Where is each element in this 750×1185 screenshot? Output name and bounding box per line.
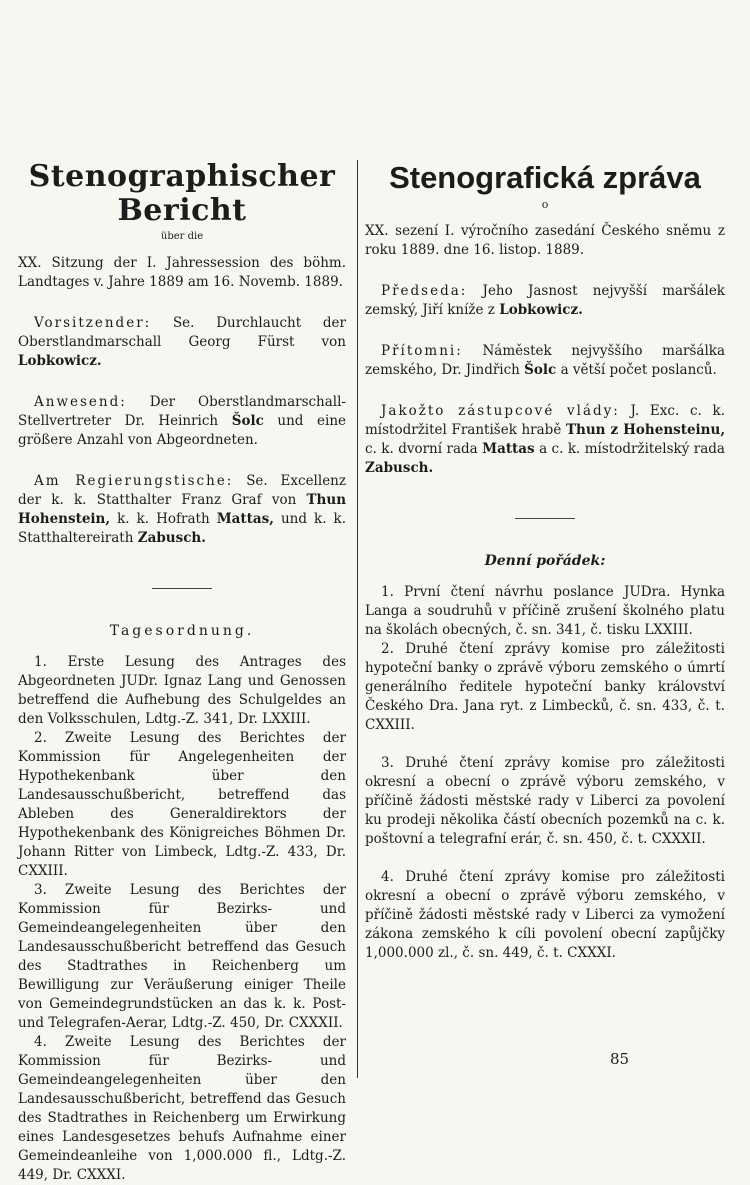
czech-present-label: Přítomni: bbox=[381, 343, 463, 359]
czech-present bbox=[365, 342, 725, 380]
german-session: XX. Sitzung der I. Jahressession des böhm. Landtages v. Jahre 1889 am 16. Novemb. 1889. bbox=[18, 255, 346, 290]
czech-present-name: Šolc bbox=[524, 362, 557, 378]
czech-govt-name-3: Zabusch. bbox=[365, 460, 434, 476]
czech-govt-text-3: a c. k. místodržitelský rada bbox=[539, 441, 725, 457]
czech-govt-text-2: c. k. dvorní rada bbox=[365, 441, 478, 457]
czech-agenda-item-4: 4. Druhé čtení zprávy komise pro záležitosti okresní a obecní o zprávě výboru zemského, v příčině žádosti městské rady v Liberci za vymožení zákona zemského k cíli povolení obecní zapůjčky 1,000.000 zl., č. sn. 449, č. t. CXXXI. bbox=[365, 869, 725, 961]
german-govt-name-2: Mattas, bbox=[216, 511, 274, 527]
czech-chair-label: Předseda: bbox=[381, 283, 468, 299]
czech-present-text-2: a větší počet poslanců. bbox=[560, 362, 717, 378]
german-agenda-item-3: 3. Zweite Lesung des Berichtes der Kommission für Bezirks- und Gemeindeangelegenheiten über den Landesausschußbericht betreffend das Gesuch des Stadtrathes in Reichenberg um Bewilligung zur Veräußerung einiger Theile von Gemeindegrundstücken an das k. k. Post- und Telegrafen-Aerar, Ldtg.-Z. 450, Dr. CXXXII. bbox=[18, 882, 346, 1031]
german-agenda-list bbox=[18, 653, 346, 1185]
german-agenda-item-1: 1. Erste Lesung des Antrages des Abgeordneten JUDr. Ignaz Lang und Genossen betreffend die Aufhebung des Schulgeldes an den Volksschulen, Ldtg.-Z. 341, Dr. LXXIII. bbox=[18, 654, 346, 727]
german-title: Stenographischer Bericht bbox=[28, 159, 336, 228]
german-subtitle: über die bbox=[160, 231, 204, 242]
german-present-label: Anwesend: bbox=[34, 394, 127, 410]
czech-subtitle: o bbox=[541, 198, 549, 211]
german-present-text-2: und eine größere Anzahl von Abgeordneten. bbox=[18, 413, 346, 448]
german-chair-text: Se. Durchlaucht der Oberstlandmarschall Georg Fürst von bbox=[18, 315, 346, 350]
czech-title: Stenografická zpráva bbox=[389, 160, 701, 195]
german-present-name: Šolc bbox=[231, 413, 264, 429]
german-govt-text-2: k. k. Hofrath bbox=[117, 511, 210, 527]
czech-chair-text: Jeho Jasnost nejvyšší maršálek zemský, Jiří kníže z bbox=[365, 283, 725, 318]
czech-column bbox=[365, 160, 725, 963]
czech-session: XX. sezení I. výročního zasedání Českého sněmu z roku 1889. dne 16. listop. 1889. bbox=[365, 223, 725, 258]
czech-govt-label: Jakožto zástupcové vlády: bbox=[381, 403, 620, 419]
czech-govt-name-2: Mattas bbox=[482, 441, 535, 457]
czech-agenda-item-2: 2. Druhé čtení zprávy komise pro záležitosti hypoteční banky o zprávě výboru zemského o úmrtí generálního ředitele hypoteční banky království Českého Dra. Jana ryt. z Limbecků, č. sn. 433, č. t. CXXIII. bbox=[365, 641, 725, 733]
german-separator bbox=[152, 588, 212, 589]
czech-separator bbox=[515, 518, 575, 519]
german-govt-text-3: und k. k. Statthaltereirath bbox=[18, 511, 347, 546]
czech-agenda-title: Denní pořádek: bbox=[484, 553, 606, 569]
german-govt-name-3: Zabusch. bbox=[137, 530, 206, 546]
page-number: 85 bbox=[610, 1050, 630, 1068]
german-government bbox=[18, 472, 346, 548]
german-agenda-item-4: 4. Zweite Lesung des Berichtes der Kommission für Bezirks- und Gemeindeangelegenheiten über den Landesausschußbericht, betreffend das Gesuch des Stadtrathes in Reichenberg um Erwirkung eines Landesgesetzes behufs Aufnahme einer Gemeindeanleihe von 1,000.000 fl., Ldtg.-Z. 449, Dr. CXXXI. bbox=[18, 1034, 346, 1183]
german-agenda-title: Tagesordnung. bbox=[109, 623, 255, 639]
german-present-text-1: Der Oberstlandmarschall-Stellvertreter Dr. Heinrich bbox=[18, 394, 346, 429]
german-agenda-item-2: 2. Zweite Lesung des Berichtes der Kommission für Angelegenheiten der Hypothekenbank über den Landesausschußbericht, betreffend das Ableben des Generaldirektors der Hypothekenbank des Königreiches Böhmen Dr. Johann Ritter von Limbeck, Ldtg.-Z. 433, Dr. CXXIII. bbox=[18, 730, 346, 879]
czech-government bbox=[365, 402, 725, 478]
german-chair bbox=[18, 314, 346, 371]
german-govt-label: Am Regierungstische: bbox=[34, 473, 234, 489]
czech-present-text-1: Náměstek nejvyššího maršálka zemského, Dr. Jindřich bbox=[365, 343, 725, 378]
german-column bbox=[18, 160, 346, 1185]
czech-agenda-item-3: 3. Druhé čtení zprávy komise pro záležitosti okresní a obecní o zprávě výboru zemského, v příčině žádosti městské rady v Liberci za povolení ku prodeji několika částí obecních pozemků na c. k. poštovní a telegrafní erár, č. sn. 450, č. t. CXXXII. bbox=[365, 755, 725, 847]
german-govt-text-1: Se. Excellenz der k. k. Statthalter Franz Graf von bbox=[18, 473, 346, 508]
czech-agenda-list bbox=[365, 583, 725, 963]
czech-chair-name: Lobkowicz. bbox=[499, 302, 583, 318]
czech-govt-text-1: J. Exc. c. k. místodržitel František hrabě bbox=[365, 403, 725, 438]
czech-govt-name-1: Thun z Hohensteinu, bbox=[565, 422, 726, 438]
german-govt-name-1: Thun Hohenstein, bbox=[18, 492, 347, 527]
german-chair-label: Vorsitzender: bbox=[34, 315, 152, 331]
czech-agenda-item-1: 1. První čtení návrhu poslance JUDra. Hynka Langa a soudruhů v příčině zrušení školného platu na školách obecných, č. sn. 341, č. tisku LXXIII. bbox=[365, 584, 725, 638]
german-present bbox=[18, 393, 346, 450]
czech-chair bbox=[365, 282, 725, 320]
column-divider bbox=[357, 160, 358, 1078]
german-chair-name: Lobkowicz. bbox=[18, 353, 102, 369]
